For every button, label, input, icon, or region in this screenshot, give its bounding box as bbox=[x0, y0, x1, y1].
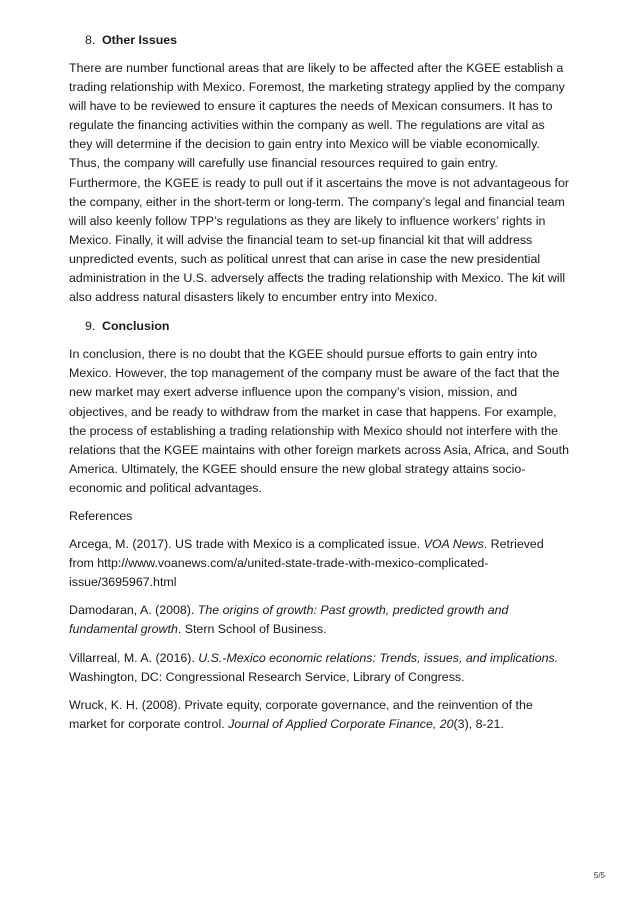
reference-line bbox=[69, 535, 573, 554]
section-title: Other Issues bbox=[102, 33, 178, 47]
paragraph-line: will have to be reviewed to ensure it captures the needs of Mexican consumers. It has to bbox=[69, 99, 553, 114]
paragraph-line: trading relationship with Mexico. Foremost, the marketing strategy applied by the company bbox=[69, 80, 565, 95]
reference-text: market for corporate control. bbox=[69, 716, 229, 731]
reference-line bbox=[69, 715, 573, 734]
reference-text: Damodaran, A. (2008). bbox=[69, 603, 198, 618]
reference-text: Washington, DC: Congressional Research Service, Library of Congress. bbox=[69, 669, 465, 684]
paragraph-line: Mexico. Finally, it will advise the financial team to set-up financial kit that will address bbox=[69, 232, 533, 247]
reference-line bbox=[69, 573, 573, 592]
paragraph-line: new market may exert adverse influence upon the company’s vision, mission, and bbox=[69, 385, 518, 400]
reference-text: Wruck, K. H. (2008). Private equity, corporate governance, and the reinvention of the bbox=[69, 697, 533, 712]
reference-entry bbox=[69, 649, 573, 687]
reference-line bbox=[69, 649, 573, 668]
section-number: 9. bbox=[85, 319, 96, 334]
reference-line bbox=[69, 668, 573, 687]
paragraph-line: relations that the KGEE maintains with other foreign markets across Asia, Africa, and South bbox=[69, 442, 570, 457]
section-heading-other-issues bbox=[69, 30, 573, 50]
references-heading: References bbox=[69, 508, 133, 523]
paragraph-line: administration in the U.S. adversely affects the trading relationship with Mexico. The kit will bbox=[69, 271, 566, 286]
paragraph-line: they will determine if the decision to gain entry into Mexico will be viable economically. bbox=[69, 137, 540, 152]
reference-line bbox=[69, 620, 573, 639]
reference-text: issue/3695967.html bbox=[69, 575, 177, 590]
reference-italic-text: The origins of growth: Past growth, predicted growth and bbox=[197, 603, 509, 618]
section-title: Conclusion bbox=[102, 319, 170, 334]
reference-text: Arcega, M. (2017). US trade with Mexico is a complicated issue. bbox=[69, 537, 424, 552]
paragraph-line: Thus, the company will carefully use financial resources required to gain entry. bbox=[69, 156, 498, 171]
section-number: 8. bbox=[85, 33, 96, 47]
conclusion-paragraph bbox=[69, 345, 573, 498]
paragraph-line: In conclusion, there is no doubt that the KGEE should pursue efforts to gain entry into bbox=[69, 347, 538, 362]
paragraph-line: will also keenly follow TPP’s regulations as they are likely to influence workers’ rights in bbox=[69, 213, 546, 228]
section-heading-conclusion bbox=[69, 316, 573, 336]
document-page bbox=[69, 30, 573, 743]
paragraph-line: the process of establishing a trading relationship with Mexico should not interfere with the bbox=[69, 423, 559, 438]
reference-text: . Stern School of Business. bbox=[177, 622, 327, 637]
reference-text: (3), 8-21. bbox=[453, 716, 504, 731]
other-issues-paragraph bbox=[69, 59, 573, 307]
reference-entry bbox=[69, 696, 573, 734]
paragraph-line: unpredicted events, such as political unrest that can arise in case the new presidential bbox=[69, 251, 541, 266]
paragraph-line: America. Ultimately, the KGEE should ensure the new global strategy attains socio- bbox=[69, 461, 526, 476]
paragraph-line: Furthermore, the KGEE is ready to pull out if it ascertains the move is not advantageous for bbox=[69, 175, 570, 190]
reference-italic-text: VOA News bbox=[423, 537, 484, 552]
reference-line bbox=[69, 554, 573, 573]
reference-text: from http://www.voanews.com/a/united-state-trade-with-mexico-complicated- bbox=[69, 556, 489, 571]
reference-italic-text: Journal of Applied Corporate Finance, 20 bbox=[228, 716, 454, 731]
reference-line bbox=[69, 601, 573, 620]
reference-text: . Retrieved bbox=[483, 537, 544, 552]
paragraph-line: Mexico. However, the top management of the company must be aware of the fact that the bbox=[69, 366, 560, 381]
reference-line bbox=[69, 696, 573, 715]
paragraph-line: also address natural disasters likely to encumber entry into Mexico. bbox=[69, 290, 438, 305]
reference-entry bbox=[69, 535, 573, 592]
page-number: 5/5 bbox=[593, 871, 605, 880]
reference-italic-text: fundamental growth bbox=[69, 622, 178, 637]
reference-italic-text: U.S.-Mexico economic relations: Trends, issues, and implications. bbox=[198, 650, 559, 665]
paragraph-line: economic and political advantages. bbox=[69, 480, 262, 495]
paragraph-line: There are number functional areas that are likely to be affected after the KGEE establish a bbox=[69, 61, 564, 75]
paragraph-line: regulate the financing activities within the company as well. The regulations are vital as bbox=[69, 118, 545, 133]
reference-text: Villarreal, M. A. (2016). bbox=[69, 650, 199, 665]
paragraph-line: the company, either in the short-term or long-term. The company’s legal and financial team bbox=[69, 194, 565, 209]
paragraph-line: objectives, and be ready to withdraw from the market in case that happens. For example, bbox=[69, 404, 557, 419]
reference-entry bbox=[69, 601, 573, 639]
